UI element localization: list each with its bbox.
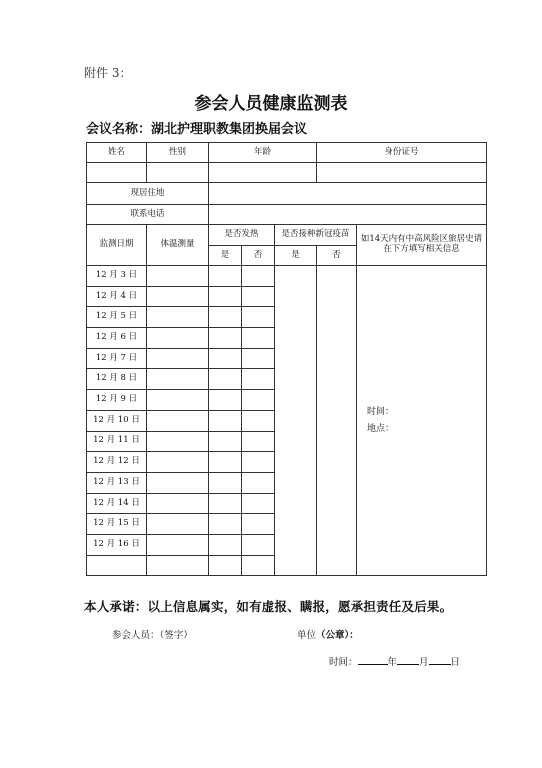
fever-yes-header: 是 <box>209 246 242 266</box>
year-blank[interactable] <box>358 655 388 665</box>
age-header: 年龄 <box>209 143 317 163</box>
monitor-date-cell: 12 月 8 日 <box>87 369 147 390</box>
temperature-cell[interactable] <box>147 472 209 493</box>
meeting-name <box>86 118 307 137</box>
fever-yes-cell[interactable] <box>209 472 242 493</box>
residence-cell[interactable] <box>209 183 487 205</box>
table-header-row <box>87 143 487 163</box>
month-blank[interactable] <box>397 655 419 665</box>
fever-yes-cell[interactable] <box>209 390 242 411</box>
temperature-cell[interactable] <box>147 348 209 369</box>
temperature-cell[interactable] <box>147 514 209 535</box>
day-label: 日 <box>450 657 461 668</box>
monitor-date-cell: 12 月 12 日 <box>87 452 147 473</box>
monitor-date-cell: 12 月 7 日 <box>87 348 147 369</box>
temperature-cell[interactable] <box>147 534 209 555</box>
fever-yes-cell[interactable] <box>209 493 242 514</box>
health-monitoring-table <box>86 142 487 576</box>
year-label: 年 <box>387 657 398 668</box>
fever-no-cell[interactable] <box>242 369 275 390</box>
travel-history-header: 如14天内有中高风险区旅居史请在下方填写相关信息 <box>357 225 487 266</box>
residence-label: 现居住地 <box>87 183 209 205</box>
monitor-date-cell: 12 月 13 日 <box>87 472 147 493</box>
fever-no-cell[interactable] <box>242 472 275 493</box>
temperature-cell[interactable] <box>147 555 209 576</box>
day-blank[interactable] <box>429 655 451 665</box>
fever-yes-cell[interactable] <box>209 514 242 535</box>
fever-yes-cell[interactable] <box>209 307 242 328</box>
phone-row <box>87 205 487 225</box>
fever-yes-cell[interactable] <box>209 410 242 431</box>
fever-no-header: 否 <box>242 246 275 266</box>
page-title: 参会人员健康监测表 <box>194 94 348 114</box>
temperature-cell[interactable] <box>147 307 209 328</box>
fever-yes-cell[interactable] <box>209 369 242 390</box>
fever-no-cell[interactable] <box>242 534 275 555</box>
travel-time-label: 时间： <box>367 407 395 418</box>
name-header: 姓名 <box>87 143 147 163</box>
temperature-cell[interactable] <box>147 431 209 452</box>
temperature-cell[interactable] <box>147 493 209 514</box>
fever-no-cell[interactable] <box>242 307 275 328</box>
vaccine-header: 是否接种新冠疫苗 <box>275 225 357 246</box>
temperature-cell[interactable] <box>147 328 209 349</box>
table-row <box>87 266 487 287</box>
fever-no-cell[interactable] <box>242 452 275 473</box>
id-number-header: 身份证号 <box>317 143 487 163</box>
unit-stamp-label: （公章） <box>316 630 350 641</box>
monitor-date-header: 监测日期 <box>87 225 147 266</box>
unit-label: 单位 <box>297 630 317 641</box>
temperature-header: 体温测量 <box>147 225 209 266</box>
temperature-cell[interactable] <box>147 286 209 307</box>
name-cell[interactable] <box>87 163 147 183</box>
id-number-cell[interactable] <box>317 163 487 183</box>
monitor-date-cell: 12 月 15 日 <box>87 514 147 535</box>
fever-no-cell[interactable] <box>242 431 275 452</box>
temperature-cell[interactable] <box>147 452 209 473</box>
fever-no-cell[interactable] <box>242 286 275 307</box>
monitor-date-cell: 12 月 10 日 <box>87 410 147 431</box>
monitor-date-cell: 12 月 16 日 <box>87 534 147 555</box>
fever-yes-cell[interactable] <box>209 555 242 576</box>
fever-yes-cell[interactable] <box>209 266 242 287</box>
gender-header: 性别 <box>147 143 209 163</box>
fever-no-cell[interactable] <box>242 328 275 349</box>
monitor-date-cell: 12 月 3 日 <box>87 266 147 287</box>
monitor-header-row <box>87 225 487 246</box>
temperature-cell[interactable] <box>147 390 209 411</box>
vaccine-yes-header: 是 <box>275 246 317 266</box>
month-label: 月 <box>419 657 429 668</box>
date-label: 时间： <box>329 657 358 668</box>
monitor-date-cell: 12 月 6 日 <box>87 328 147 349</box>
fever-yes-cell[interactable] <box>209 286 242 307</box>
fever-no-cell[interactable] <box>242 555 275 576</box>
meeting-name-value: 湖北护理职教集团换届会议 <box>151 122 308 137</box>
age-cell[interactable] <box>209 163 317 183</box>
monitor-date-cell: 12 月 4 日 <box>87 286 147 307</box>
temperature-cell[interactable] <box>147 266 209 287</box>
vaccine-no-cell[interactable] <box>317 266 357 576</box>
fever-no-cell[interactable] <box>242 348 275 369</box>
fever-yes-cell[interactable] <box>209 534 242 555</box>
travel-info-cell[interactable] <box>357 266 487 576</box>
temperature-cell[interactable] <box>147 410 209 431</box>
travel-place-label: 地点： <box>367 423 395 434</box>
fever-yes-cell[interactable] <box>209 431 242 452</box>
meeting-name-label: 会议名称： <box>86 122 152 137</box>
phone-label: 联系电话 <box>87 205 209 225</box>
fever-no-cell[interactable] <box>242 410 275 431</box>
gender-cell[interactable] <box>147 163 209 183</box>
monitor-date-cell: 12 月 14 日 <box>87 493 147 514</box>
monitor-date-cell: 12 月 9 日 <box>87 390 147 411</box>
monitor-date-cell <box>87 555 147 576</box>
attendee-signature: 参会人员：（签字） <box>112 630 193 641</box>
vaccine-no-header: 否 <box>317 246 357 266</box>
fever-yes-cell[interactable] <box>209 328 242 349</box>
residence-row <box>87 183 487 205</box>
fever-header: 是否发热 <box>209 225 275 246</box>
fever-no-cell[interactable] <box>242 266 275 287</box>
attachment-label: 附件 3： <box>84 66 132 80</box>
date-line <box>329 654 460 668</box>
phone-cell[interactable] <box>209 205 487 225</box>
vaccine-yes-cell[interactable] <box>275 266 317 576</box>
fever-no-cell[interactable] <box>242 390 275 411</box>
monitor-date-cell: 12 月 11 日 <box>87 431 147 452</box>
fever-no-cell[interactable] <box>242 493 275 514</box>
unit-colon: ： <box>349 630 359 641</box>
table-body <box>87 143 487 576</box>
personal-info-row <box>87 163 487 183</box>
fever-yes-cell[interactable] <box>209 452 242 473</box>
pledge-statement: 本人承诺：以上信息属实，如有虚报、瞒报，愿承担责任及后果。 <box>84 599 453 614</box>
unit-stamp <box>297 627 359 641</box>
temperature-cell[interactable] <box>147 369 209 390</box>
monitor-date-cell: 12 月 5 日 <box>87 307 147 328</box>
fever-no-cell[interactable] <box>242 514 275 535</box>
fever-yes-cell[interactable] <box>209 348 242 369</box>
